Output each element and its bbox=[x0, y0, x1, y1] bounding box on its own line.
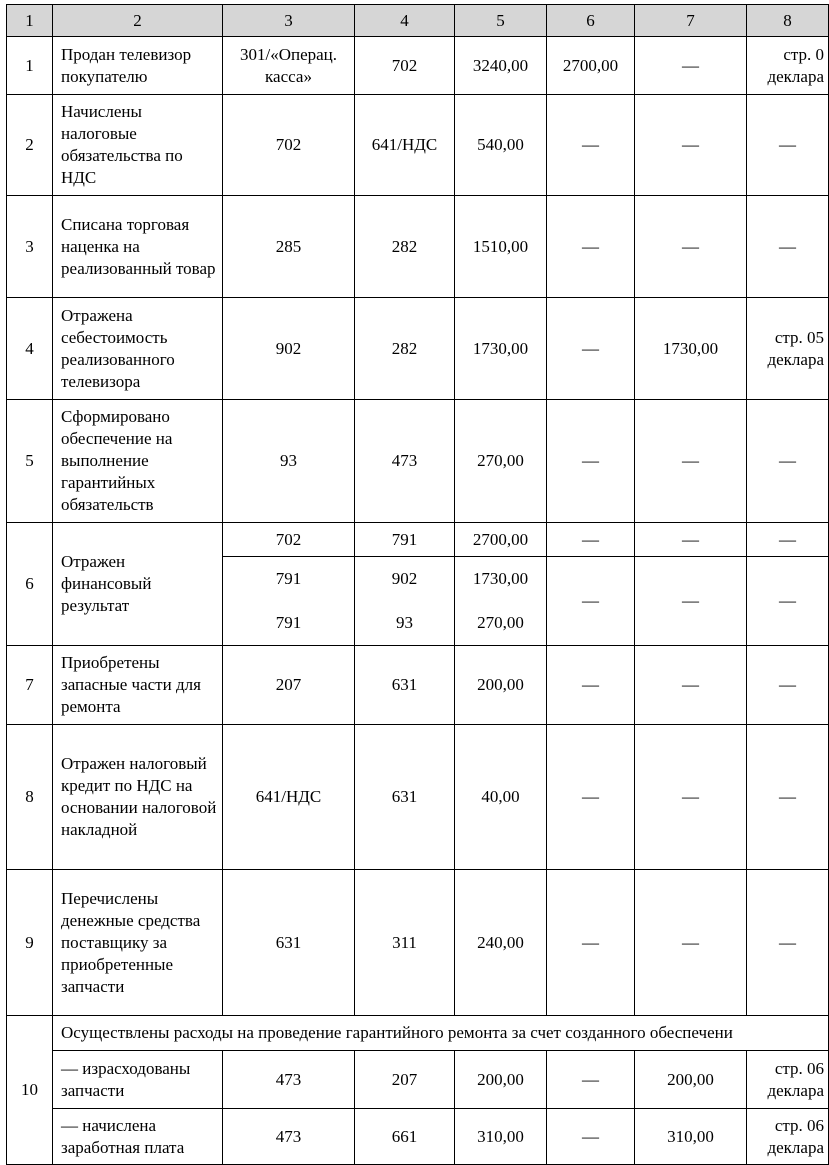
table-row bbox=[7, 196, 829, 298]
table-row bbox=[7, 95, 829, 196]
col7-value: — bbox=[635, 400, 747, 523]
col6-value: — bbox=[547, 1109, 635, 1165]
amount: 3240,00 bbox=[455, 37, 547, 95]
amount: 270,00 bbox=[477, 613, 524, 632]
operation-description: Приобретены запасные части для ремонта bbox=[53, 646, 223, 725]
debit-account-list bbox=[223, 557, 355, 646]
debit-account: 791 bbox=[275, 613, 302, 632]
row-number: 7 bbox=[7, 646, 53, 725]
operation-description: — начислена заработная плата bbox=[53, 1109, 223, 1165]
amount: 1510,00 bbox=[455, 196, 547, 298]
debit-account: 473 bbox=[223, 1109, 355, 1165]
col8-value: — bbox=[747, 95, 829, 196]
row-number: 5 bbox=[7, 400, 53, 523]
col6-value: — bbox=[547, 298, 635, 400]
col6-value: — bbox=[547, 646, 635, 725]
header-cell: 3 bbox=[223, 5, 355, 37]
amount-list bbox=[455, 557, 547, 646]
table-row bbox=[7, 646, 829, 725]
declaration-ref: стр. 05 деклара bbox=[747, 298, 829, 400]
col6-value: — bbox=[547, 725, 635, 870]
credit-account: 282 bbox=[355, 196, 455, 298]
table-row bbox=[7, 870, 829, 1016]
credit-account: 641/НДС bbox=[355, 95, 455, 196]
table-row bbox=[7, 523, 829, 557]
col7-value: — bbox=[635, 646, 747, 725]
debit-account: 93 bbox=[223, 400, 355, 523]
declaration-ref: стр. 0 деклара bbox=[747, 37, 829, 95]
row-number: 4 bbox=[7, 298, 53, 400]
row-number: 10 bbox=[7, 1016, 53, 1165]
credit-account-list bbox=[355, 557, 455, 646]
table-row bbox=[7, 400, 829, 523]
table-row bbox=[7, 1109, 829, 1165]
header-cell: 1 bbox=[7, 5, 53, 37]
amount: 200,00 bbox=[455, 646, 547, 725]
debit-account: 641/НДС bbox=[223, 725, 355, 870]
col7-value: — bbox=[635, 95, 747, 196]
amount: 200,00 bbox=[455, 1051, 547, 1109]
debit-account: 702 bbox=[223, 95, 355, 196]
header-cell: 8 bbox=[747, 5, 829, 37]
amount: 2700,00 bbox=[455, 523, 547, 557]
row-number: 8 bbox=[7, 725, 53, 870]
debit-account: 301/«Операц. касса» bbox=[223, 37, 355, 95]
operation-description: Списана торговая наценка на реализованный товар bbox=[53, 196, 223, 298]
col6-value: — bbox=[547, 400, 635, 523]
debit-account: 902 bbox=[223, 298, 355, 400]
col7-value: 310,00 bbox=[635, 1109, 747, 1165]
operation-description: Отражен финансовый результат bbox=[53, 523, 223, 646]
table-row bbox=[7, 37, 829, 95]
col7-value: — bbox=[635, 557, 747, 646]
col7-value: — bbox=[635, 196, 747, 298]
row-number: 3 bbox=[7, 196, 53, 298]
debit-account: 791 bbox=[275, 569, 302, 588]
header-cell: 6 bbox=[547, 5, 635, 37]
operation-description: Отражен налоговый кредит по НДС на основании налоговой накладной bbox=[53, 725, 223, 870]
header-cell: 2 bbox=[53, 5, 223, 37]
amount: 540,00 bbox=[455, 95, 547, 196]
col7-value: 200,00 bbox=[635, 1051, 747, 1109]
credit-account: 473 bbox=[355, 400, 455, 523]
operation-description: Отражена себестоимость реализованного телевизора bbox=[53, 298, 223, 400]
journal-table bbox=[6, 4, 829, 1165]
table-row bbox=[7, 725, 829, 870]
operation-description: Продан телевизор покупателю bbox=[53, 37, 223, 95]
col8-value: — bbox=[747, 400, 829, 523]
credit-account: 282 bbox=[355, 298, 455, 400]
col8-value: — bbox=[747, 196, 829, 298]
col8-value: — bbox=[747, 725, 829, 870]
amount: 1730,00 bbox=[472, 569, 529, 588]
amount: 310,00 bbox=[455, 1109, 547, 1165]
debit-account: 207 bbox=[223, 646, 355, 725]
credit-account: 311 bbox=[355, 870, 455, 1016]
debit-account: 631 bbox=[223, 870, 355, 1016]
operation-description: Перечислены денежные средства поставщику за приобретенные запчасти bbox=[53, 870, 223, 1016]
col7-value: — bbox=[635, 37, 747, 95]
debit-account: 473 bbox=[223, 1051, 355, 1109]
col7-value: — bbox=[635, 870, 747, 1016]
col6-value: — bbox=[547, 1051, 635, 1109]
amount: 240,00 bbox=[455, 870, 547, 1016]
col8-value: — bbox=[747, 646, 829, 725]
col7-value: — bbox=[635, 523, 747, 557]
credit-account: 661 bbox=[355, 1109, 455, 1165]
credit-account: 631 bbox=[355, 725, 455, 870]
credit-account: 93 bbox=[396, 613, 413, 632]
col8-value: — bbox=[747, 557, 829, 646]
amount: 270,00 bbox=[455, 400, 547, 523]
declaration-ref: стр. 06 деклара bbox=[747, 1109, 829, 1165]
operation-description: Начислены налоговые обязательства по НДС bbox=[53, 95, 223, 196]
operation-description: Осуществлены расходы на проведение гарантийного ремонта за счет созданного обеспечени bbox=[53, 1016, 829, 1051]
header-cell: 7 bbox=[635, 5, 747, 37]
credit-account: 631 bbox=[355, 646, 455, 725]
row-number: 9 bbox=[7, 870, 53, 1016]
operation-description: Сформировано обеспечение на выполнение гарантийных обязательств bbox=[53, 400, 223, 523]
row-number: 1 bbox=[7, 37, 53, 95]
col7-value: — bbox=[635, 725, 747, 870]
operation-description: — израсходованы запчасти bbox=[53, 1051, 223, 1109]
header-cell: 4 bbox=[355, 5, 455, 37]
header-row bbox=[7, 5, 829, 37]
col6-value: — bbox=[547, 870, 635, 1016]
col6-value: — bbox=[547, 557, 635, 646]
row-number: 6 bbox=[7, 523, 53, 646]
credit-account: 207 bbox=[355, 1051, 455, 1109]
table-row bbox=[7, 298, 829, 400]
amount: 1730,00 bbox=[455, 298, 547, 400]
col6-value: — bbox=[547, 95, 635, 196]
table-row bbox=[7, 1016, 829, 1051]
col6-value: 2700,00 bbox=[547, 37, 635, 95]
table-row bbox=[7, 1051, 829, 1109]
debit-account: 285 bbox=[223, 196, 355, 298]
amount: 40,00 bbox=[455, 725, 547, 870]
credit-account: 902 bbox=[391, 569, 418, 588]
col6-value: — bbox=[547, 196, 635, 298]
col8-value: — bbox=[747, 523, 829, 557]
col6-value: — bbox=[547, 523, 635, 557]
credit-account: 702 bbox=[355, 37, 455, 95]
declaration-ref: стр. 06 деклара bbox=[747, 1051, 829, 1109]
col8-value: — bbox=[747, 870, 829, 1016]
credit-account: 791 bbox=[355, 523, 455, 557]
header-cell: 5 bbox=[455, 5, 547, 37]
debit-account: 702 bbox=[223, 523, 355, 557]
row-number: 2 bbox=[7, 95, 53, 196]
col7-value: 1730,00 bbox=[635, 298, 747, 400]
